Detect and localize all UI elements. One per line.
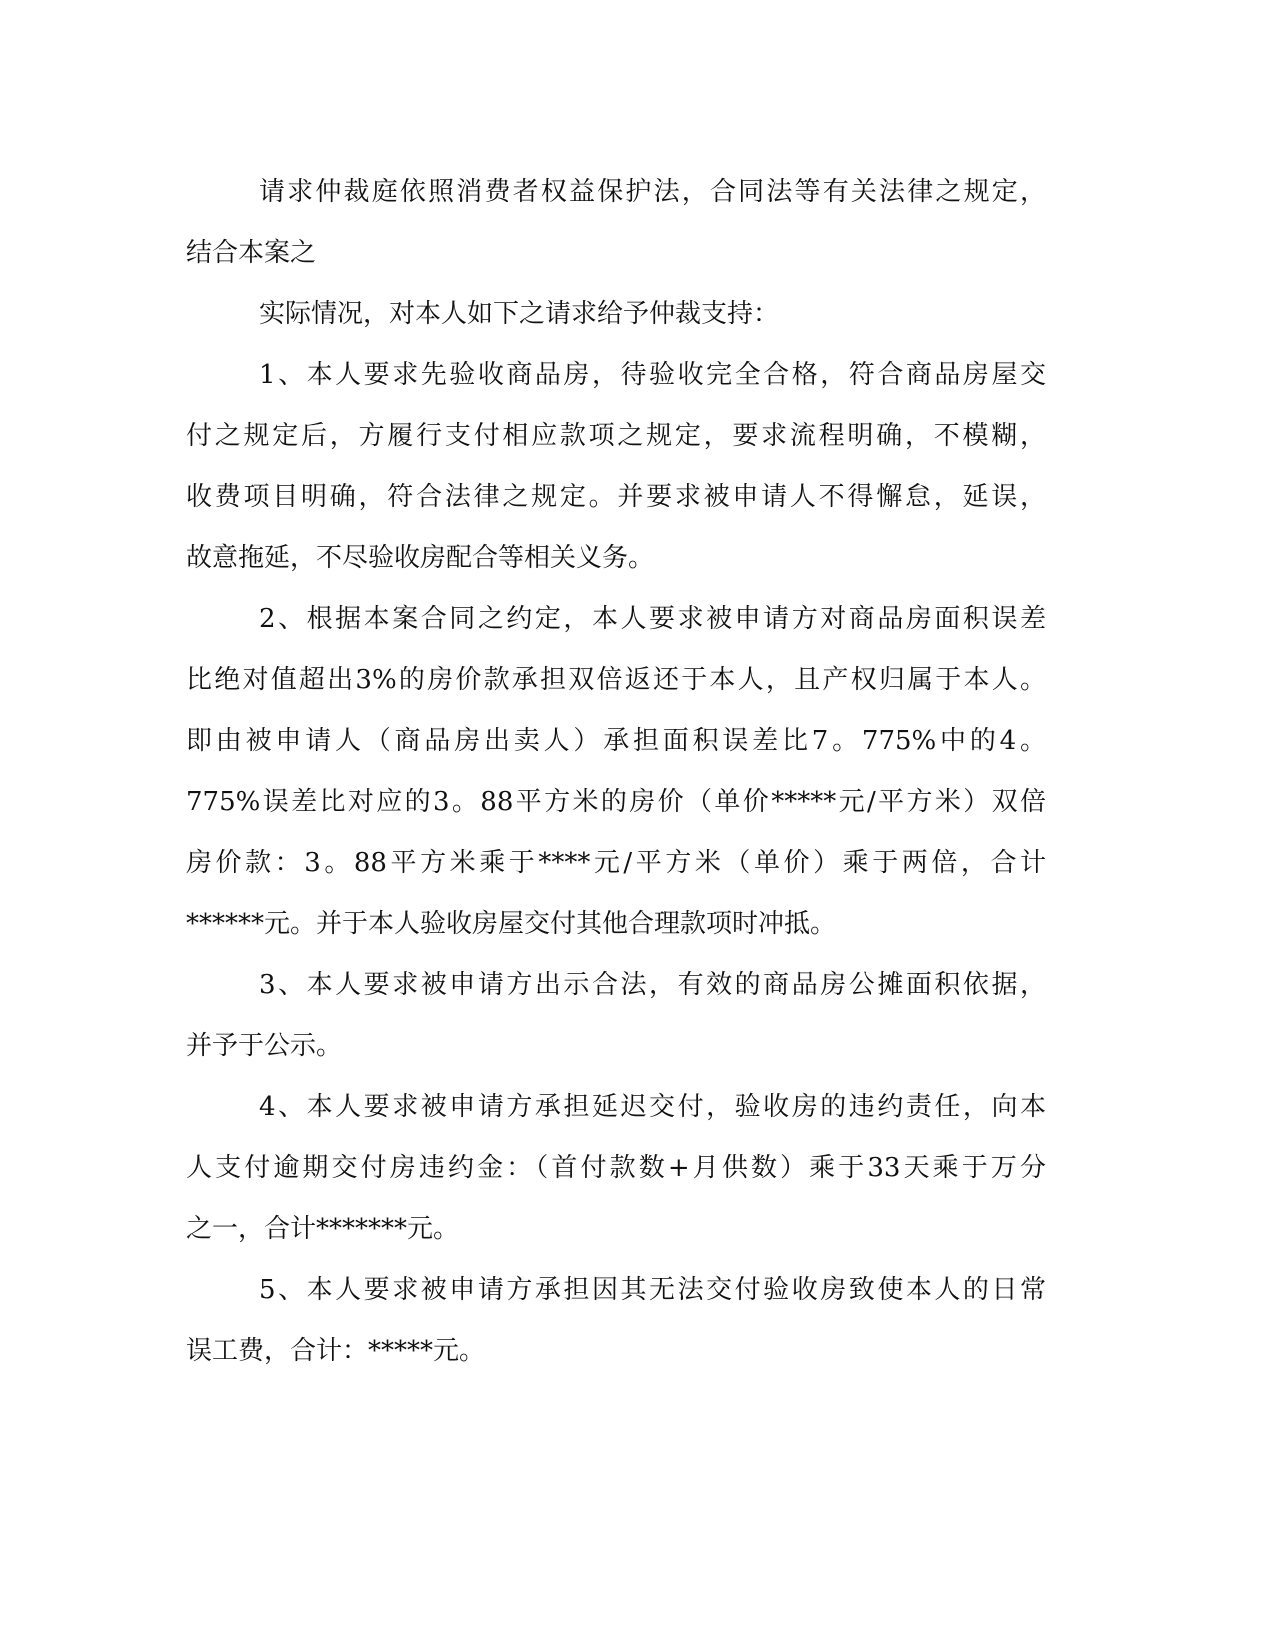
text-line: 收费项目明确，符合法律之规定。并要求被申请人不得懈怠，延误， (186, 482, 1046, 512)
text-line: 5、本人要求被申请方承担因其无法交付验收房致使本人的日常 (259, 1275, 1046, 1305)
text-line: 2、根据本案合同之约定，本人要求被申请方对商品房面积误差 (259, 604, 1046, 634)
text-line: ******元。并于本人验收房屋交付其他合理款项时冲抵。 (186, 909, 837, 939)
text-line: 1、本人要求先验收商品房，待验收完全合格，符合商品房屋交 (259, 360, 1046, 390)
text-line: 故意拖延，不尽验收房配合等相关义务。 (186, 543, 655, 573)
text-line: 结合本案之 (186, 238, 317, 268)
text-line: 3、本人要求被申请方出示合法，有效的商品房公摊面积依据， (259, 970, 1046, 1000)
text-line: 房价款：3。88平方米乘于****元/平方米（单价）乘于两倍，合计 (186, 848, 1046, 878)
text-line: 误工费，合计：*****元。 (186, 1336, 486, 1366)
text-line: 4、本人要求被申请方承担延迟交付，验收房的违约责任，向本 (259, 1092, 1046, 1122)
text-line: 775%误差比对应的3。88平方米的房价（单价*****元/平方米）双倍 (186, 787, 1046, 817)
document-body (186, 162, 1046, 1382)
text-line: 请求仲裁庭依照消费者权益保护法，合同法等有关法律之规定， (259, 177, 1046, 207)
text-line: 付之规定后，方履行支付相应款项之规定，要求流程明确，不模糊， (186, 421, 1046, 451)
text-line: 并予于公示。 (186, 1031, 343, 1061)
text-line: 之一，合计*******元。 (186, 1214, 460, 1244)
text-line: 实际情况，对本人如下之请求给予仲裁支持： (259, 299, 780, 329)
text-line: 人支付逾期交付房违约金：（首付款数+月供数）乘于33天乘于万分 (186, 1153, 1046, 1183)
text-line: 即由被申请人（商品房出卖人）承担面积误差比7。775%中的4。 (186, 726, 1046, 756)
text-line: 比绝对值超出3%的房价款承担双倍返还于本人，且产权归属于本人。 (186, 665, 1046, 695)
